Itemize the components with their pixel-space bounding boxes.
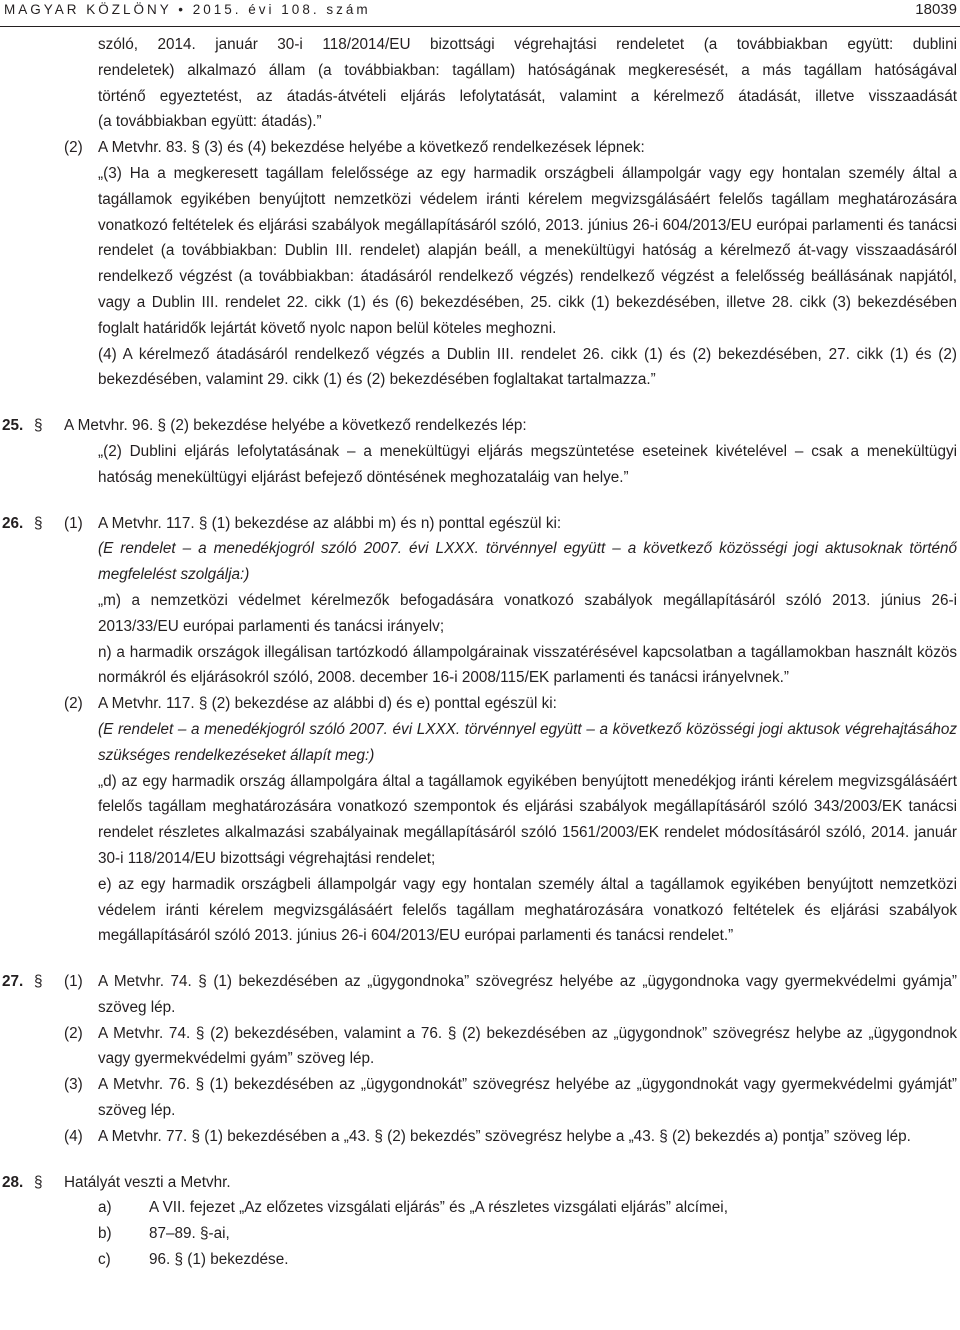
italic-heading: (E rendelet – a menedékjogról szóló 2007. évi LXXX. törvénnyel együtt – a következő közösségi jogi aktusok végrehajtásához szükséges rendelkezéseket állapít meg:) [98,720,957,764]
paragraph-text: A Metvhr. 74. § (2) bekezdésében, valamint a 76. § (2) bekezdésében az „ügygondnok” szövegrész helybe az „ügygondnok vagy gyermekvédelmi gyám” szöveg lép. [98,1024,957,1068]
list-text: 87–89. §-ai, [149,1225,230,1243]
list-item [98,1195,960,1221]
section-28 [0,1170,960,1196]
paragraph-text: A Metvhr. 117. § (2) bekezdése az alábbi d) és e) ponttal egészül ki: [98,695,557,713]
paragraph-number: (4) [64,1127,83,1145]
page-number: 18039 [915,1,957,18]
paragraph-text: A Metvhr. 76. § (1) bekezdésében az „ügygondnokát” szövegrész helyébe az „ügygondnokát vagy gyermekvédelmi gyámját” szöveg lép. [98,1076,957,1120]
section-sign: § [34,973,43,991]
list-label: c) [98,1251,111,1269]
continued-line: történő egyeztetést, az átadás-átvételi eljárás lefolytatását, valamint a kérelmező átadását, illetve visszaadását [98,87,957,105]
quoted-provision-4: (4) A kérelmező átadásáról rendelkező végzés a Dublin III. rendelet 26. cikk (1) és (2) bekezdésében, 27. cikk (1) és (2) bekezdésében, valamint 29. cikk (1) és (2) bekezdésében foglaltakat tartalmazza.” [98,345,957,389]
section-27 [0,969,960,1021]
section-sign: § [34,1173,43,1191]
paragraph-number: (2) [64,139,83,157]
point-n: n) a harmadik országok illegálisan tartózkodó állampolgárainak visszatérésével kapcsolatban a tagállamokban használt közös normákról és eljárásokról szóló, 2008. december 16-i 2008/115/EK parlamenti és tanácsi irányelvnek.” [98,643,957,687]
paragraph-text: A Metvhr. 83. § (3) és (4) bekezdése helyébe a következő rendelkezések lépnek: [98,139,645,157]
continued-line: rendeletek) alkalmazó állam (a továbbiakban: tagállam) hatóságának megkeresését, a más tagállam hatóságával [98,61,957,79]
paragraph-number: (1) [64,973,83,991]
paragraph-number: (1) [64,514,83,532]
list-item [98,1247,960,1273]
section-text: A Metvhr. 96. § (2) bekezdése helyébe a következő rendelkezés lép: [64,417,527,435]
continued-line: szóló, 2014. január 30-i 118/2014/EU bizottsági végrehajtási rendeletet (a továbbiakban együtt: dublini [98,36,957,53]
point-d: „d) az egy harmadik ország állampolgára által a tagállamok egyikében benyújtott menedékjog iránti kérelem megvizsgálásáért felelős tagállam meghatározására vonatkozó szempontok és eljárási szabályok megállapításáról szóló 343/2003/EK tanácsi rendelet részletes alkalmazási szabályainak megállapításáról szóló 1561/2003/EK rendelet módosításáról szóló, 2014. január 30-i 118/2014/EU bizottsági végrehajtási rendelet; [98,772,957,867]
paragraph-text: A Metvhr. 77. § (1) bekezdésében a „43. § (2) bekezdés” szövegrész helybe a „43. § (2) bekezdés a) pontja” szöveg lép. [98,1127,911,1145]
section-25 [0,413,960,439]
list-text: 96. § (1) bekezdése. [149,1251,289,1269]
document-body [0,32,960,1273]
quoted-provision: „(2) Dublini eljárás lefolytatásának – a menekültügyi eljárás megszüntetése eseteinek kivételével – csak a menekültügyi hatóság menekültügyi eljárást befejező döntésének meghozataláig van helye.” [98,442,957,486]
paragraph-number: (3) [64,1076,83,1094]
section-sign: § [34,417,43,435]
list-text: A VII. fejezet „Az előzetes vizsgálati eljárás” és „A részletes vizsgálati eljárás” alcímei, [149,1199,728,1217]
section-number: 25. [2,417,24,435]
paragraph-number: (2) [64,695,83,713]
point-m: „m) a nemzetközi védelmet kérelmezők befogadására vonatkozó szabályok megállapításáról szóló 2013. június 26-i 2013/33/EU európai parlamenti és tanácsi irányelv; [98,591,957,635]
list-label: a) [98,1199,112,1217]
s27-paragraph-4 [0,1124,960,1150]
page-header [0,0,960,27]
section-number: 26. [2,514,24,532]
paragraph-text: A Metvhr. 117. § (1) bekezdése az alábbi m) és n) ponttal egészül ki: [98,514,562,532]
s24-paragraph-2 [0,135,960,161]
paragraph-number: (2) [64,1024,83,1042]
section-number: 28. [2,1173,24,1191]
italic-heading: (E rendelet – a menedékjogról szóló 2007. évi LXXX. törvénnyel együtt – a következő közösségi jogi aktusoknak történő megfelelést szolgálja:) [98,540,957,584]
s27-paragraph-3 [0,1072,960,1124]
s26-paragraph-2 [0,691,960,717]
list-label: b) [98,1225,112,1243]
paragraph-text: A Metvhr. 74. § (1) bekezdésében az „ügygondnoka” szövegrész helyébe az „ügygondnoka vagy gyermekvédelmi gyámja” szöveg lép. [98,973,957,1016]
continued-text [0,32,960,135]
point-e: e) az egy harmadik országbeli állampolgár vagy egy hontalan személy által a tagállamok egyikében benyújtott nemzetközi védelem iránti kérelem megvizsgálásáért felelős tagállam meghatározására vonatkozó feltételek és eljárási szabályok megállapításáról szóló 2013. június 26-i 604/2013/EU európai parlamenti és tanácsi rendelet.” [98,875,957,945]
section-sign: § [34,514,43,532]
section-text: Hatályát veszti a Metvhr. [64,1173,231,1191]
quoted-provision-3: „(3) Ha a megkeresett tagállam felelőssége az egy harmadik országbeli állampolgár vagy egy hontalan személy által a tagállamok egyikében benyújtott nemzetközi védelem iránti kérelem megvizsgálásáért felelős tagállam meghatározására vonatkozó feltételek és eljárási szabályok megállapításáról szóló, 2013. június 26-i 604/2013/EU európai parlamenti és tanácsi rendelet (a továbbiakban: Dublin III. rendelet) alapján beáll, a menekültügyi hatóság a kérelmező át-vagy visszaadásáról rendelkező végzést (a továbbiakban: átadásáról rendelkező végzés) rendelkező végzést a felelősség beállásának napjától, vagy a Dublin III. rendelet 22. cikk (1) és (6) bekezdésében, 25. cikk (1) bekezdésében, illetve 28. cikk (3) bekezdésében foglalt határidők lejártát követő nyolc napon belül köteles meghozni. [98,164,957,337]
list-item [98,1221,960,1247]
section-26 [0,511,960,537]
section-number: 27. [2,973,24,991]
journal-title: MAGYAR KÖZLÖNY • 2015. évi 108. szám [4,2,371,17]
continued-line: (a továbbiakban együtt: átadás).” [98,113,322,131]
s27-paragraph-2 [0,1021,960,1073]
